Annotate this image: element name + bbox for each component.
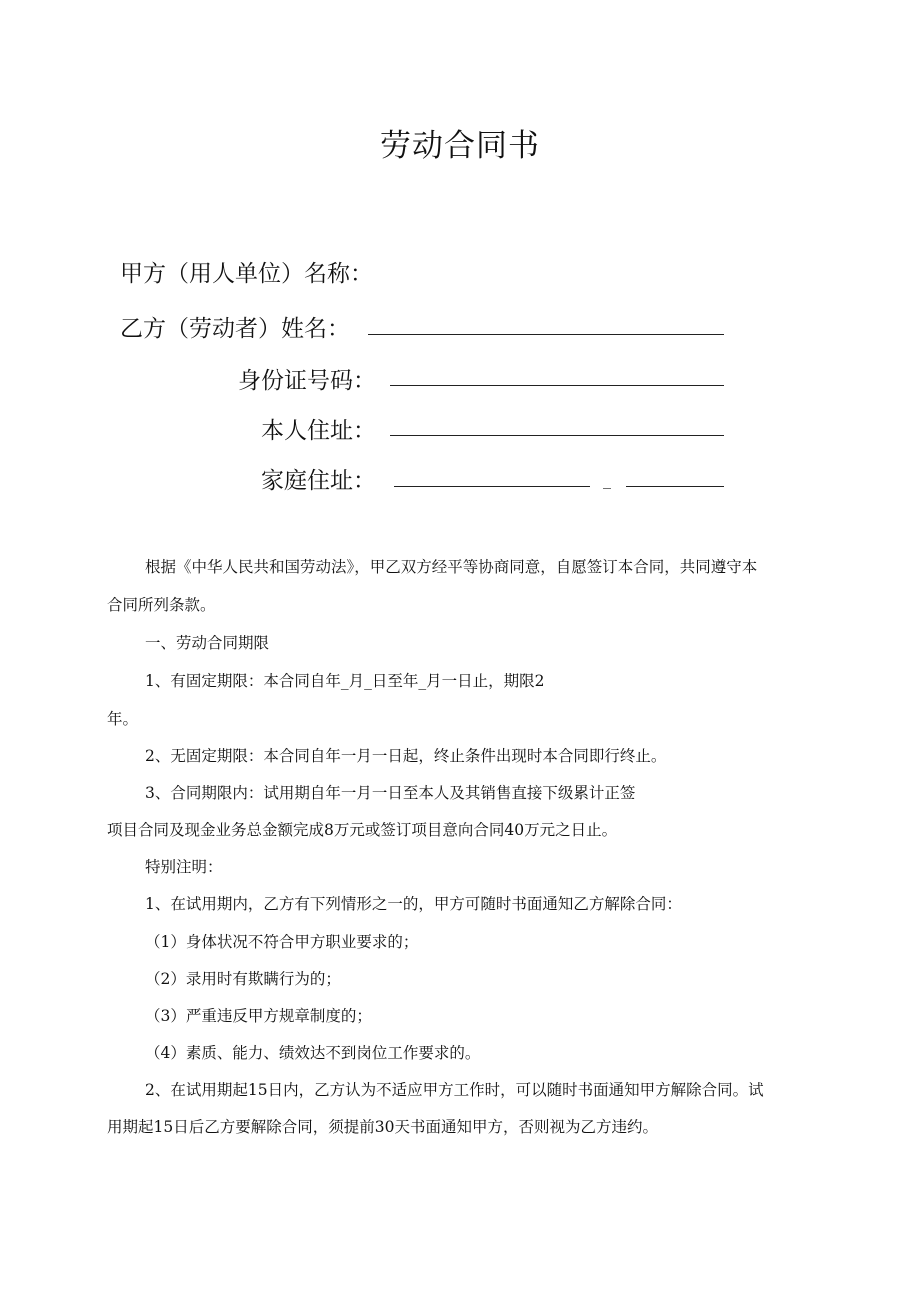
party-b-home-blank-right	[626, 486, 724, 487]
party-b-home-label: 家庭住址：	[261, 468, 376, 494]
special-note-2-line-1: 2、在试用期起15日内，乙方认为不适应甲方工作时，可以随时书面通知甲方解除合同。试	[145, 1081, 764, 1099]
party-b-address-blank	[390, 435, 724, 436]
term-item-1-line-2: 年。	[107, 710, 139, 728]
term-item-3-line-2: 项目合同及现金业务总金额完成8万元或签订项目意向合同40万元之日止。	[107, 821, 618, 839]
special-note-1-sub-4: （4）素质、能力、绩效达不到岗位工作要求的。	[145, 1044, 481, 1062]
special-note-1-sub-3: （3）严重违反甲方规章制度的；	[145, 1007, 372, 1025]
special-note-1-sub-1: （1）身体状况不符合甲方职业要求的；	[145, 933, 419, 951]
term-item-1-line-1: 1、有固定期限：本合同自年_月_日至年_月一日止，期限2	[145, 672, 545, 690]
party-b-home-blank-left	[394, 486, 590, 487]
special-note-2-line-2: 用期起15日后乙方要解除合同，须提前30天书面通知甲方，否则视为乙方违约。	[107, 1118, 658, 1136]
section-1-heading: 一、劳动合同期限	[145, 634, 270, 652]
party-b-name-blank	[368, 334, 724, 335]
party-b-address-label: 本人住址：	[261, 418, 376, 444]
document-title: 劳动合同书	[380, 128, 540, 164]
special-note-1: 1、在试用期内，乙方有下列情形之一的，甲方可随时书面通知乙方解除合同：	[145, 895, 682, 913]
special-notes-heading: 特别注明：	[145, 858, 223, 876]
party-b-name-label: 乙方（劳动者）姓名：	[120, 316, 350, 342]
term-item-2: 2、无固定期限：本合同自年一月一日起，终止条件出现时本合同即行终止。	[145, 747, 667, 765]
party-b-id-blank	[390, 385, 724, 386]
special-note-1-sub-2: （2）录用时有欺瞒行为的；	[145, 970, 341, 988]
party-b-home-gap-mark: _	[603, 470, 611, 489]
party-a-name-label: 甲方（用人单位）名称：	[120, 261, 373, 287]
intro-line-1: 根据《中华人民共和国劳动法》，甲乙双方经平等协商同意，自愿签订本合同，共同遵守本	[145, 558, 758, 576]
intro-line-2: 合同所列条款。	[107, 596, 216, 614]
term-item-3-line-1: 3、合同期限内：试用期自年一月一日至本人及其销售直接下级累计正签	[145, 784, 636, 802]
party-b-id-label: 身份证号码：	[238, 368, 376, 394]
